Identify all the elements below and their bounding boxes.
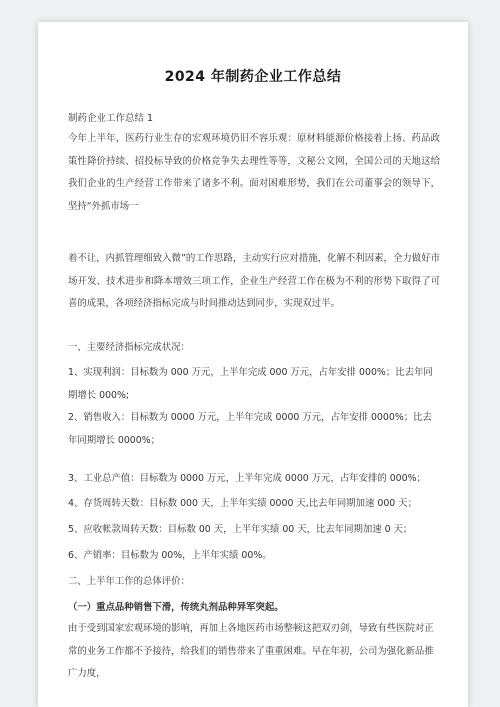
list-item-sales: 2、销售收入：目标数为 0000 万元，上半年完成 0000 万元，占年安排 0000%；比去年同期增长 0000%； (68, 412, 432, 446)
list-item-sell-rate: 6、产销率：目标数为 00%，上半年实绩 00%。 (68, 550, 272, 561)
document-page (38, 22, 468, 707)
section-heading-2: 二、上半年工作的总体评价： (68, 576, 190, 587)
subsection-heading: （一）重点品种销售下滑，传统丸剂品种异军突起。 (68, 602, 284, 613)
list-item-profit: 1、实现利润：目标数为 000 万元，上半年完成 000 万元，占年安排 000%；比去年同期增长 000%; (68, 367, 433, 401)
list-item-inventory: 4、存货周转天数：目标数 000 天，上半年实绩 0000 天,比去年同期加速 000 天； (68, 498, 417, 509)
paragraph-impact: 由于受到国家宏观环境的影响，再加上各地医药市场整顿这把双刃剑，导致有些医院对正常的业务工作都不予接待，给我们的销售带来了重重困难。早在年初，公司为强化新品推广力度， (68, 623, 434, 679)
paragraph-continuation: 着不让，内抓管理细致入微”的工作思路，主动实行应对措施，化解不利因素，全力做好市场开发、技术进步和降本增效三项工作，企业生产经营工作在极为不利的形势下取得了可喜的成果，各项经济指标完成与时间推动达到同步，实现双过半。 (68, 253, 440, 309)
document-title: 2024 年制药企业工作总结 (164, 69, 342, 85)
paragraph-intro: 今年上半年，医药行业生存的宏观环境仍旧不容乐观：原材料能源价格接着上扬、药品政策性降价持续、招投标导致的价格竞争失去理性等等，文秘公文网，全国公司的天地这给我们企业的生产经营工作带来了诸多不利。面对困难形势，我们在公司董事会的领导下，坚持“外抓市场一 (68, 133, 440, 212)
list-item-receivables: 5、应收帐款周转天数：目标数 00 天，上半年实绩 00 天，比去年同期加速 0 天； (68, 524, 413, 535)
section-heading-1: 一、主要经济指标完成状况： (68, 342, 190, 353)
list-item-output: 3、工业总产值：目标数为 0000 万元，上半年完成 0000 万元，占年安排的 000%； (68, 473, 426, 484)
document-subtitle: 制药企业工作总结 1 (68, 113, 154, 124)
